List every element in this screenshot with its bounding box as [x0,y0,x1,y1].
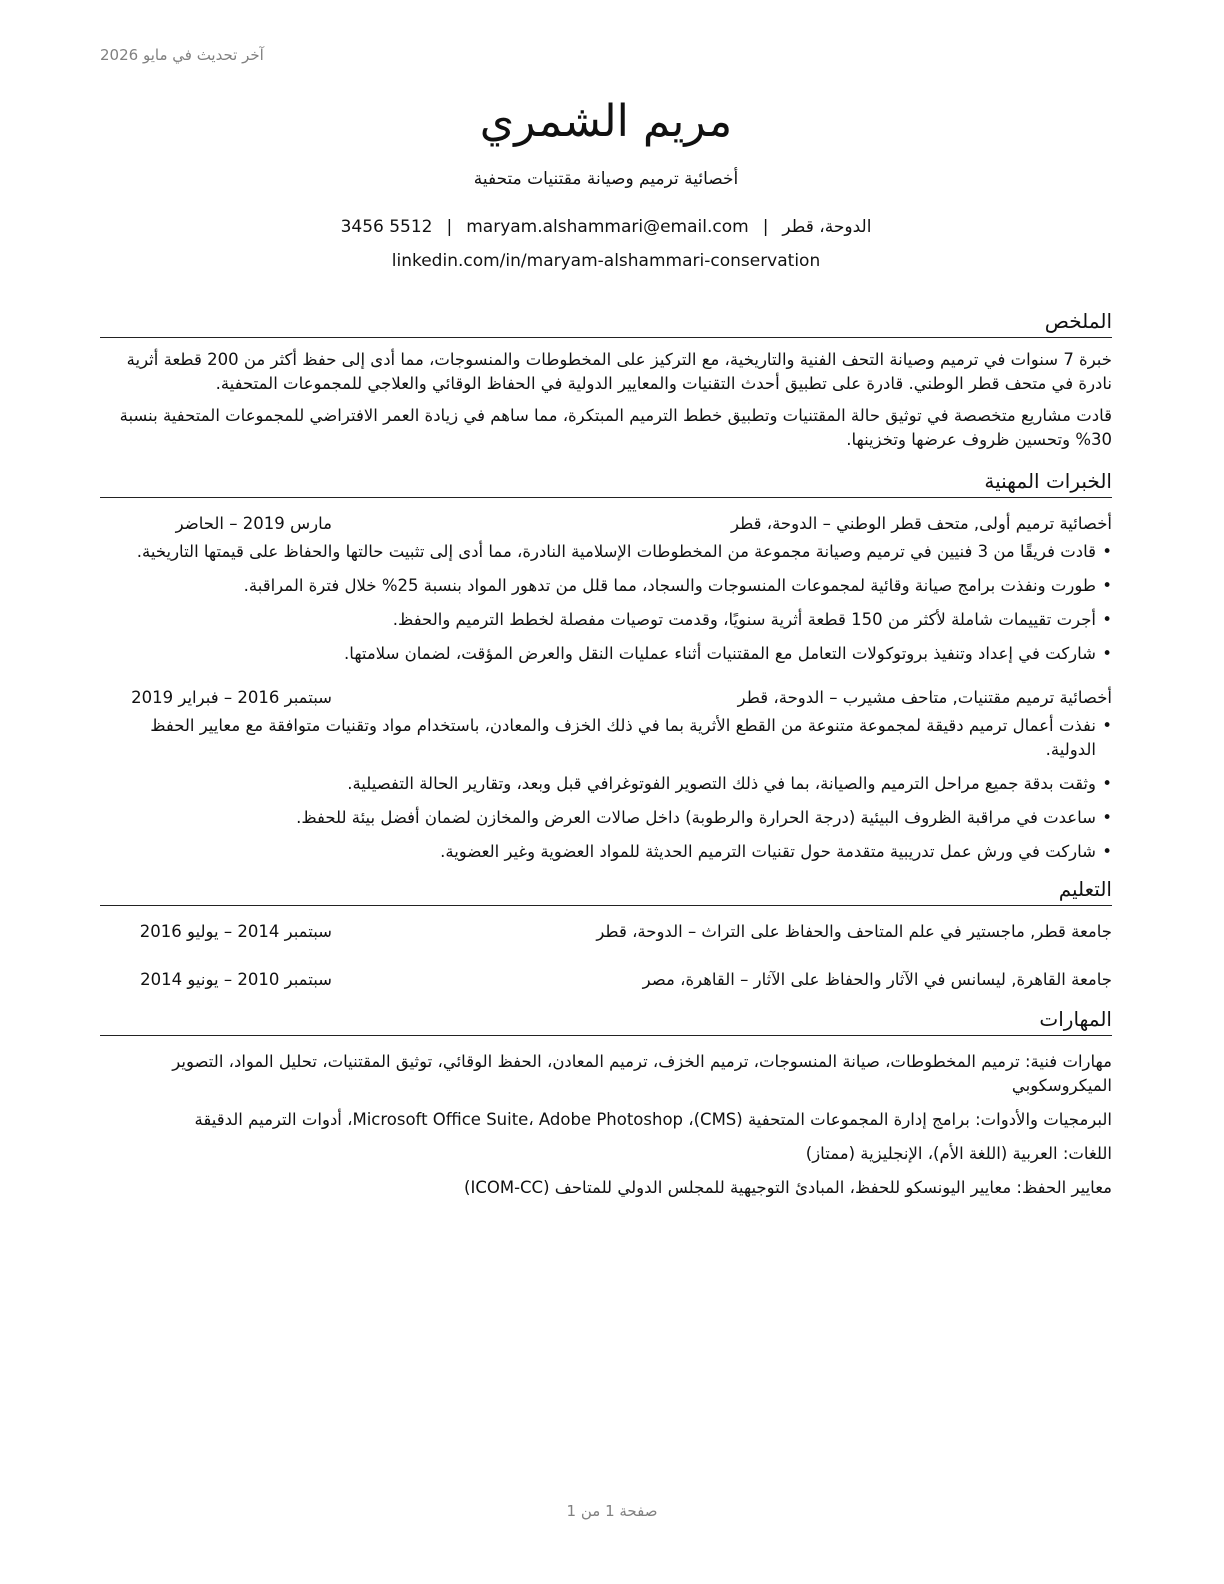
skill-line: اللغات: العربية (اللغة الأم)، الإنجليزية (ممتاز) [805,1144,1112,1163]
summary-section [100,306,1112,452]
job-bullets [100,540,1112,666]
experience-section [100,466,1112,864]
job-header [100,512,1112,536]
resume-body [100,306,1112,1208]
job-bullets [100,714,1112,864]
resume-header [100,90,1112,274]
education-degree: جامعة القاهرة, ليسانس في الآثار والحفاظ على الآثار – القاهرة، مصر [642,970,1112,989]
job-bullet: • نفذت أعمال ترميم دقيقة لمجموعة متنوعة من القطع الأثرية بما في ذلك الخزف والمعادن، باستخدام مواد وتقنيات متوافقة مع معايير الحفظ الدولية. [100,714,1112,762]
section-heading-summary: الملخص [100,306,1112,338]
candidate-name: مريم الشمري [479,96,733,147]
contact-email[interactable]: maryam.alshammari@email.com [466,217,749,237]
section-heading-education: التعليم [100,874,1112,906]
job-bullet: • قادت فريقًا من 3 فنيين في ترميم وصيانة مجموعة من المخطوطات الإسلامية النادرة، مما أدى إلى تثبيت حالتها والحفاظ على قيمتها التاريخية. [100,540,1112,564]
education-degree: جامعة قطر, ماجستير في علم المتاحف والحفاظ على التراث – الدوحة، قطر [596,922,1112,941]
section-heading-experience: الخبرات المهنية [100,466,1112,498]
summary-paragraph: قادت مشاريع متخصصة في توثيق حالة المقتنيات وتطبيق خطط الترميم المبتكرة، مما ساهم في زيادة العمر الافتراضي للمجموعات المتحفية بنسبة 30% وتحسين ظروف عرضها وتخزينها. [119,406,1112,449]
job-dates: مارس 2019 – الحاضر [175,514,332,533]
contact-linkedin[interactable]: linkedin.com/in/maryam-alshammari-conservation [391,251,821,271]
resume-page [100,0,1112,1584]
skill-line: معايير الحفظ: معايير اليونسكو للحفظ، المبادئ التوجيهية للمجلس الدولي للمتاحف (ICOM-CC) [464,1178,1112,1197]
job-role: أخصائية ترميم أولى, متحف قطر الوطني – الدوحة، قطر [730,514,1112,533]
job-bullet: • ساعدت في مراقبة الظروف البيئية (درجة الحرارة والرطوبة) داخل صالات العرض والمخازن لضمان أفضل بيئة للحفظ. [100,806,1112,830]
contact-phone: 3456 5512 [340,217,433,237]
page-number: صفحة 1 من 1 [566,1502,658,1520]
education-dates: سبتمبر 2014 – يوليو 2016 [139,922,332,941]
education-section [100,874,1112,992]
job-entry [100,686,1112,864]
education-entry [100,920,1112,944]
section-heading-skills: المهارات [100,1004,1112,1036]
job-bullet: • شاركت في ورش عمل تدريبية متقدمة حول تقنيات الترميم الحديثة للمواد العضوية وغير العضوية. [100,840,1112,864]
job-bullet: • وثقت بدقة جميع مراحل الترميم والصيانة، بما في ذلك التصوير الفوتوغرافي قبل وبعد، وتقارير الحالة التفصيلية. [100,772,1112,796]
summary-paragraph: خبرة 7 سنوات في ترميم وصيانة التحف الفنية والتاريخية، مع التركيز على المخطوطات والمنسوجات، مما أدى إلى حفظ أكثر من 200 قطعة أثرية نادرة في متحف قطر الوطني. قادرة على تطبيق أحدث التقنيات والمعايير الدولية في الحفاظ الوقائي والعلاجي للمجموعات المتحفية. [126,350,1112,393]
contact-separator: | [446,217,453,237]
last-updated-note: آخر تحديث في مايو 2026 [100,46,264,64]
job-role: أخصائية ترميم مقتنيات, متاحف مشيرب – الدوحة، قطر [737,688,1112,707]
job-header [100,686,1112,710]
education-entry [100,968,1112,992]
education-dates: سبتمبر 2010 – يونيو 2014 [140,970,332,989]
skills-section [100,1004,1112,1200]
candidate-title: أخصائية ترميم وصيانة مقتنيات متحفية [473,169,739,189]
job-dates: سبتمبر 2016 – فبراير 2019 [131,688,332,707]
contact-line [100,214,1112,240]
job-entry [100,512,1112,666]
job-bullet: • أجرت تقييمات شاملة لأكثر من 150 قطعة أثرية سنويًا، وقدمت توصيات مفصلة لخطط الترميم والحفظ. [100,608,1112,632]
job-bullet: • طورت ونفذت برامج صيانة وقائية لمجموعات المنسوجات والسجاد، مما قلل من تدهور المواد بنسبة 25% خلال فترة المراقبة. [100,574,1112,598]
skill-line: مهارات فنية: ترميم المخطوطات، صيانة المنسوجات، ترميم الخزف، ترميم المعادن، الحفظ الوقائي، توثيق المقتنيات، تحليل المواد، التصوير الميكروسكوبي [172,1052,1112,1095]
skill-line: البرمجيات والأدوات: برامج إدارة المجموعات المتحفية (CMS)، Microsoft Office Suite، Adobe Photoshop، أدوات الترميم الدقيقة [194,1110,1112,1129]
contact-separator: | [762,217,769,237]
job-bullet: • شاركت في إعداد وتنفيذ بروتوكولات التعامل مع المقتنيات أثناء عمليات النقل والعرض المؤقت، لضمان سلامتها. [100,642,1112,666]
contact-location: الدوحة، قطر [782,217,872,237]
